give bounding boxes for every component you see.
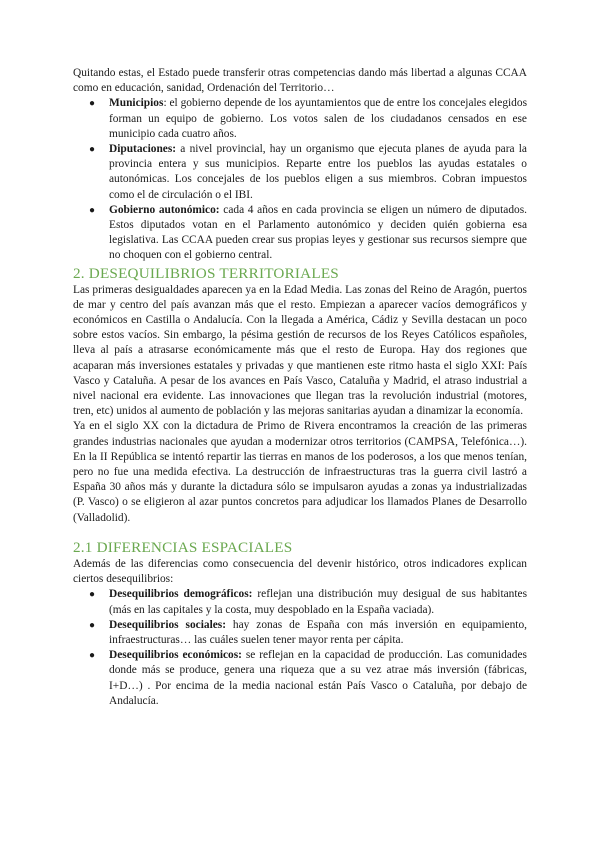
bullet-icon: ●: [89, 650, 96, 662]
list-item-sociales: [73, 618, 527, 648]
list-item-economicos: [73, 648, 527, 709]
list-item-diputaciones: [73, 142, 527, 203]
desc-demograficos: reflejan una distribución muy desigual de sus habitantes (más en las capitales y la costa, muy despoblado en la España vaciada).: [109, 588, 528, 616]
bullet-icon: ●: [89, 204, 96, 216]
term-demograficos: Desequilibrios demográficos:: [109, 588, 253, 601]
document-page: [73, 66, 527, 709]
list-item-gobierno-autonomico: [73, 203, 527, 264]
desc-diputaciones: a nivel provincial, hay un organismo que ejecuta planes de ayuda para la provincia entera y sus municipios. Reparte entre los pueblos las ayudas estatales o autonómicas. Los concejales de los pueblos eligen a sus miembros. Cobran impuestos como el de circulación o el IBI.: [109, 143, 527, 201]
term-sociales: Desequilibrios sociales:: [109, 618, 227, 631]
term-diputaciones: Diputaciones:: [109, 143, 177, 156]
term-gobierno-autonomico: Gobierno autonómico:: [109, 203, 220, 216]
bullet-icon: ●: [89, 98, 96, 110]
government-list: [73, 96, 527, 263]
list-item-demograficos: [73, 587, 527, 617]
section-heading-diferencias: 2.1 DIFERENCIAS ESPACIALES: [73, 538, 293, 556]
bullet-icon: ●: [89, 619, 96, 631]
bullet-icon: ●: [89, 589, 96, 601]
section2-paragraph-1: Las primeras desigualdades aparecen ya en la Edad Media. Las zonas del Reino de Aragón, puertos de mar y centro del país avanzan más que el resto. Empiezan a aparecer vacíos demográficos y económicos en Castilla o Andalucía. Con la llegada a América, Cádiz y Sevilla destacan un poco sobre estos vacíos. Sin embargo, la pésima gestión de recursos de los Reyes Católicos españoles, lleva al país a atrasarse económicamente más que el resto de Europa. Hay dos regiones que acaparan más inversiones estatales y privadas y que mantienen este ritmo hasta el siglo XXI: País Vasco y Cataluña. A pesar de los avances en País Vasco, Cataluña y Madrid, el atraso industrial a nivel nacional era evidente. Las innovaciones que llegan tras la revolución industrial (motores, tren, etc) unidos al aumento de población y las mejoras sanitarias ayudan a dinamizar la economía.: [73, 283, 527, 418]
section-heading-desequilibrios: 2. DESEQUILIBRIOS TERRITORIALES: [73, 264, 339, 282]
desc-economicos: se reflejan en la capacidad de producción. Las comunidades donde más se produce, genera una riqueza que a su vez atrae más inversión (fábricas, I+D…) . Por encima de la media nacional están País Vasco o Cataluña, por debajo de Andalucía.: [109, 649, 527, 707]
term-municipios: Municipios: [109, 97, 164, 110]
section2-paragraph-2: Ya en el siglo XX con la dictadura de Primo de Rivera encontramos la creación de las primeras grandes industrias nacionales que ayudan a modernizar otros territorios (CAMPSA, Telefónica…). En la II República se intentó repartir las tierras en manos de los poderosos, a los que menos tenían, pero no fue una medida efectiva. La destrucción de infraestructuras tras la guerra civil lastró a España 30 años más y durante la dictadura sólo se impulsaron ayudas a zonas ya industrializadas (P. Vasco) o se eligieron al azar puntos concretos para adjudicar los llamados Planes de Desarrollo (Valladolid).: [73, 420, 527, 524]
desequilibrios-list: [73, 587, 527, 709]
term-economicos: Desequilibrios económicos:: [109, 649, 242, 662]
desc-gobierno-autonomico: cada 4 años en cada provincia se eligen un número de diputados. Estos diputados votan en el Parlamento autonómico y deciden quién gobierna esa legislativa. Las CCAA pueden crear sus propias leyes y gestionar sus recursos siempre que no choquen con el gobierno central.: [109, 203, 527, 262]
list-item-municipios: [73, 96, 527, 142]
desc-municipios: el gobierno depende de los ayuntamientos que de entre los concejales elegidos forman un equipo de gobierno. Los votos salen de los ciudadanos censados en ese municipio cada cuatro años.: [109, 97, 527, 140]
bullet-icon: ●: [89, 144, 96, 156]
desc-sociales: hay zonas de España con más inversión en equipamiento, infraestructuras… las cuáles suelen tener mayor renta per cápita.: [109, 618, 527, 646]
term-separator: :: [163, 97, 167, 110]
intro-paragraph: Quitando estas, el Estado puede transferir otras competencias dando más libertad a algunas CCAA como en educación, sanidad, Ordenación del Territorio…: [73, 67, 527, 95]
section21-intro: Además de las diferencias como consecuencia del devenir histórico, otros indicadores explican ciertos desequilibrios:: [73, 557, 527, 586]
